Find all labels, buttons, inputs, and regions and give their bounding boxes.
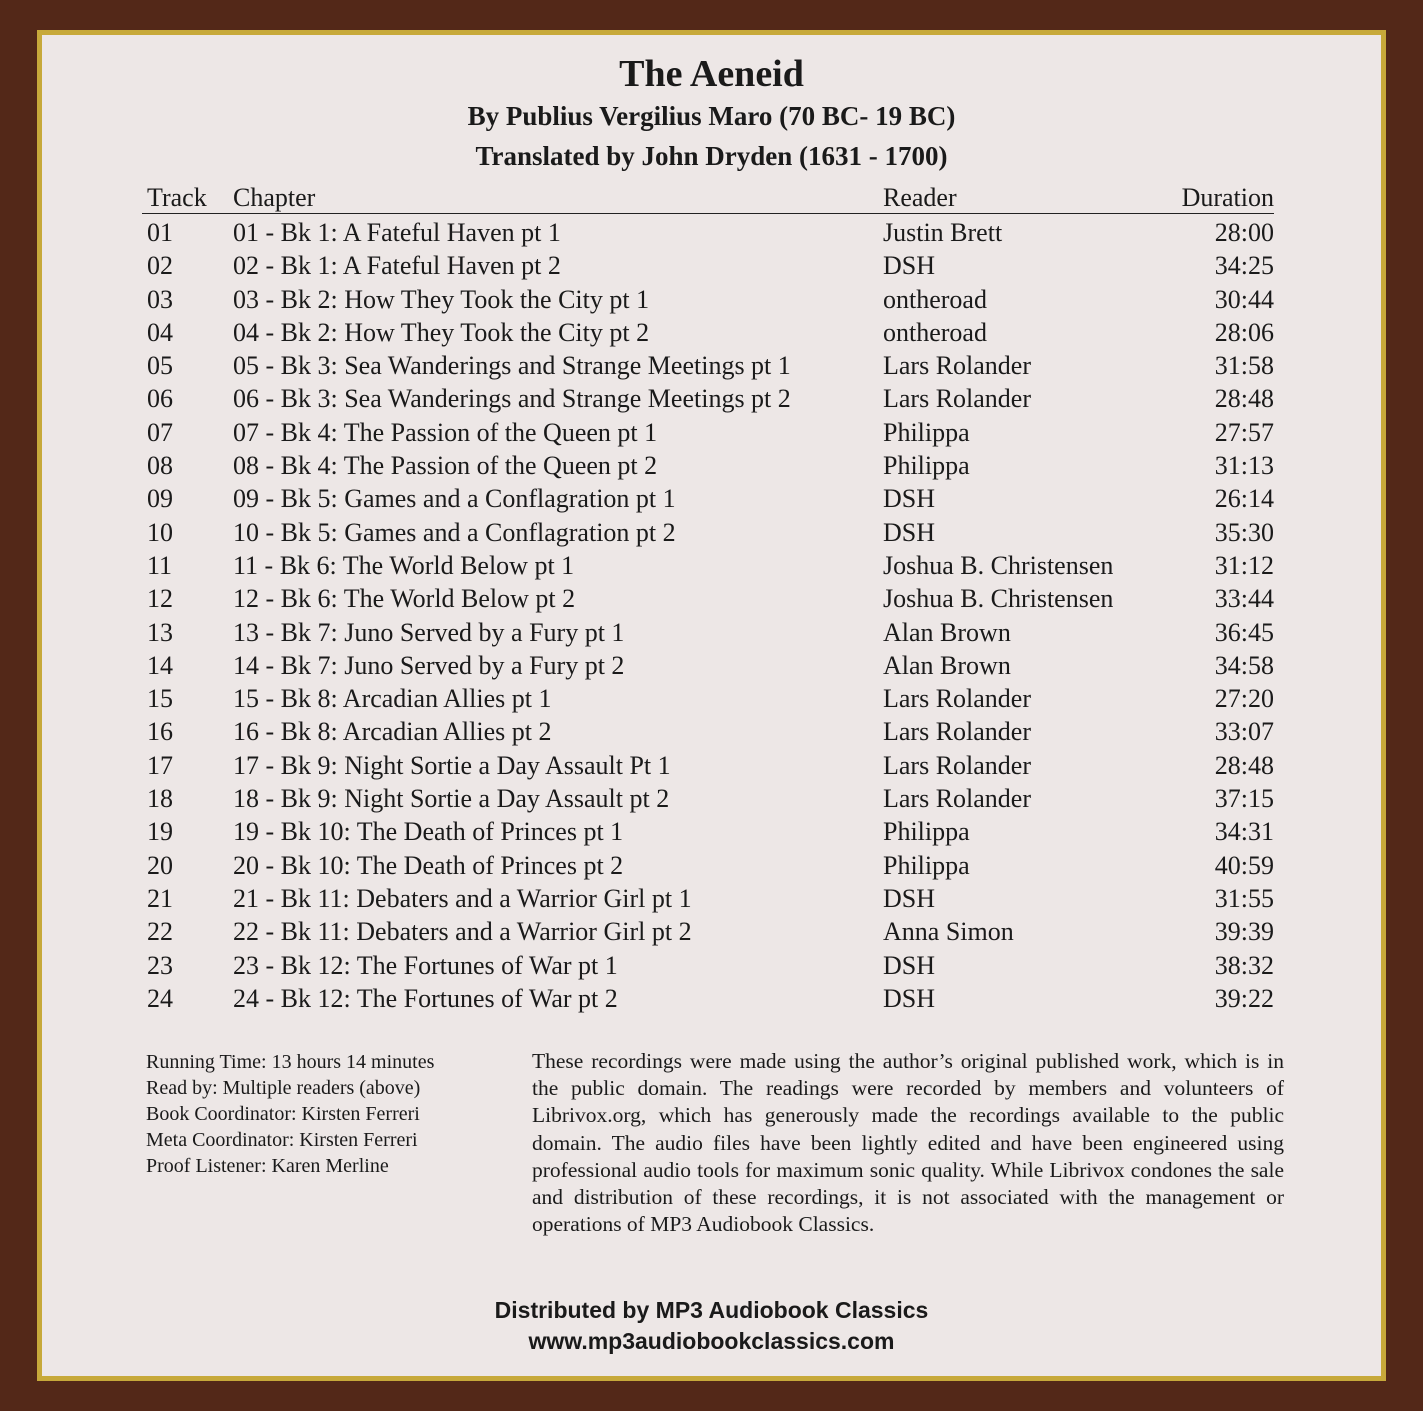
- chapter-title: 04 - Bk 2: How They Took the City pt 2: [233, 317, 650, 347]
- duration-value: 31:58: [1214, 351, 1274, 381]
- track-table: [142, 183, 1274, 1013]
- reader-name: Anna Simon: [883, 917, 1014, 947]
- duration-value: 27:57: [1214, 417, 1274, 447]
- table-row: [142, 281, 1274, 314]
- table-row: [142, 913, 1274, 946]
- reader-name: Lars Rolander: [883, 351, 1032, 381]
- chapter-title: 05 - Bk 3: Sea Wanderings and Strange Meetings pt 1: [233, 351, 791, 381]
- chapter-title: 23 - Bk 12: The Fortunes of War pt 1: [233, 950, 618, 980]
- duration-value: 40:59: [1214, 850, 1274, 880]
- website-link[interactable]: www.mp3audiobookclassics.com: [528, 1328, 895, 1354]
- track-number: 11: [147, 550, 173, 580]
- duration-value: 31:12: [1214, 550, 1274, 580]
- duration-value: 28:48: [1214, 750, 1274, 780]
- reader-name: Justin Brett: [883, 218, 1003, 247]
- reader-name: Lars Rolander: [883, 784, 1032, 814]
- credit-book-coordinator: Book Coordinator: Kirsten Ferreri: [146, 1103, 420, 1125]
- table-row: [142, 347, 1274, 380]
- reader-name: Joshua B. Christensen: [883, 550, 1114, 580]
- book-title: The Aeneid: [619, 53, 804, 95]
- track-number: 02: [147, 251, 173, 281]
- table-row: [142, 580, 1274, 613]
- chapter-title: 01 - Bk 1: A Fateful Haven pt 1: [233, 218, 561, 247]
- table-row: [142, 614, 1274, 647]
- reader-name: DSH: [883, 950, 936, 980]
- duration-value: 31:13: [1214, 451, 1274, 481]
- duration-value: 36:45: [1214, 617, 1274, 647]
- reader-name: Philippa: [883, 817, 970, 847]
- track-number: 09: [147, 484, 173, 514]
- reader-name: DSH: [883, 251, 936, 281]
- translator-line: Translated by John Dryden (1631 - 1700): [475, 141, 948, 171]
- chapter-title: 19 - Bk 10: The Death of Princes pt 1: [233, 817, 624, 847]
- duration-value: 34:58: [1214, 650, 1274, 680]
- reader-name: Alan Brown: [883, 617, 1011, 647]
- credit-read-by: Read by: Multiple readers (above): [146, 1077, 421, 1099]
- duration-value: 26:14: [1214, 484, 1274, 514]
- track-number: 22: [147, 917, 173, 947]
- chapter-title: 07 - Bk 4: The Passion of the Queen pt 1: [233, 417, 658, 447]
- reader-name: Philippa: [883, 451, 970, 481]
- table-row: [142, 247, 1274, 280]
- column-header-chapter: Chapter: [233, 183, 316, 212]
- reader-name: Lars Rolander: [883, 750, 1032, 780]
- credits-block: [146, 1049, 506, 1179]
- track-number: 06: [147, 384, 173, 414]
- column-header-reader: Reader: [883, 183, 957, 212]
- table-row: [142, 647, 1274, 680]
- chapter-title: 02 - Bk 1: A Fateful Haven pt 2: [233, 251, 561, 281]
- track-number: 10: [147, 517, 173, 547]
- table-row: [142, 713, 1274, 746]
- table-row: [142, 680, 1274, 713]
- duration-value: 30:44: [1214, 284, 1274, 314]
- chapter-title: 08 - Bk 4: The Passion of the Queen pt 2: [233, 451, 658, 481]
- chapter-title: 24 - Bk 12: The Fortunes of War pt 2: [233, 983, 618, 1013]
- duration-value: 34:31: [1214, 817, 1274, 847]
- duration-value: 33:44: [1214, 584, 1274, 614]
- table-row: [142, 880, 1274, 913]
- track-number: 07: [147, 417, 173, 447]
- reader-name: Philippa: [883, 850, 970, 880]
- duration-value: 37:15: [1214, 784, 1274, 814]
- column-header-duration: Duration: [1181, 183, 1274, 212]
- reader-name: DSH: [883, 883, 936, 913]
- chapter-title: 14 - Bk 7: Juno Served by a Fury pt 2: [233, 650, 625, 680]
- credit-proof-listener: Proof Listener: Karen Merline: [146, 1155, 389, 1177]
- chapter-title: 20 - Bk 10: The Death of Princes pt 2: [233, 850, 624, 880]
- duration-value: 39:22: [1214, 983, 1274, 1013]
- track-number: 03: [147, 284, 173, 314]
- distributor-line: Distributed by MP3 Audiobook Classics: [494, 1297, 929, 1323]
- credit-meta-coordinator: Meta Coordinator: Kirsten Ferreri: [146, 1129, 418, 1151]
- reader-name: ontheroad: [883, 317, 987, 347]
- reader-name: Lars Rolander: [883, 684, 1032, 714]
- reader-name: DSH: [883, 484, 936, 514]
- chapter-title: 06 - Bk 3: Sea Wanderings and Strange Meetings pt 2: [233, 384, 791, 414]
- table-row: [142, 514, 1274, 547]
- duration-value: 27:20: [1214, 684, 1274, 714]
- table-row: [142, 780, 1274, 813]
- table-row: [142, 980, 1274, 1013]
- reader-name: Lars Rolander: [883, 717, 1032, 747]
- duration-value: 28:06: [1214, 317, 1274, 347]
- table-row: [142, 947, 1274, 980]
- track-number: 19: [147, 817, 173, 847]
- chapter-title: 16 - Bk 8: Arcadian Allies pt 2: [233, 717, 552, 747]
- table-row: [142, 380, 1274, 413]
- track-number: 21: [147, 883, 173, 913]
- duration-value: 38:32: [1214, 950, 1274, 980]
- duration-value: 34:25: [1214, 251, 1274, 281]
- chapter-title: 18 - Bk 9: Night Sortie a Day Assault pt 2: [233, 784, 670, 814]
- track-number: 04: [147, 317, 173, 347]
- table-row: [142, 547, 1274, 580]
- table-row: [142, 480, 1274, 513]
- table-row: [142, 447, 1274, 480]
- reader-name: Joshua B. Christensen: [883, 584, 1114, 614]
- author-line: By Publius Vergilius Maro (70 BC- 19 BC): [467, 101, 956, 131]
- chapter-title: 17 - Bk 9: Night Sortie a Day Assault Pt 1: [233, 750, 671, 780]
- cover-panel: [37, 30, 1386, 1381]
- table-row: [142, 314, 1274, 347]
- track-number: 01: [147, 218, 173, 247]
- reader-name: ontheroad: [883, 284, 987, 314]
- track-number: 15: [147, 684, 173, 714]
- track-number: 20: [147, 850, 173, 880]
- duration-value: 35:30: [1214, 517, 1274, 547]
- track-number: 12: [147, 584, 173, 614]
- table-header: [142, 183, 1274, 214]
- chapter-title: 12 - Bk 6: The World Below pt 2: [233, 584, 576, 614]
- chapter-title: 13 - Bk 7: Juno Served by a Fury pt 1: [233, 617, 625, 647]
- column-header-track: Track: [147, 183, 207, 212]
- chapter-title: 11 - Bk 6: The World Below pt 1: [233, 550, 575, 580]
- public-domain-notice: These recordings were made using the author’s original published work, which is in the public domain. The readings were recorded by members and volunteers of Librivox.org, which has generously made the recordings available to the public domain. The audio files have been lightly edited and have been engineered using professional audio tools for maximum sonic quality. While Librivox condones the sale and distribution of these recordings, it is not associated with the management or operations of MP3 Audiobook Classics.: [532, 1049, 1284, 1237]
- chapter-title: 15 - Bk 8: Arcadian Allies pt 1: [233, 684, 552, 714]
- chapter-title: 09 - Bk 5: Games and a Conflagration pt 1: [233, 484, 676, 514]
- chapter-title: 10 - Bk 5: Games and a Conflagration pt 2: [233, 517, 676, 547]
- track-number: 14: [147, 650, 173, 680]
- track-number: 24: [147, 983, 173, 1013]
- reader-name: Philippa: [883, 417, 970, 447]
- reader-name: DSH: [883, 517, 936, 547]
- chapter-title: 03 - Bk 2: How They Took the City pt 1: [233, 284, 650, 314]
- duration-value: 39:39: [1214, 917, 1274, 947]
- track-number: 08: [147, 451, 173, 481]
- duration-value: 28:00: [1214, 218, 1274, 247]
- chapter-title: 22 - Bk 11: Debaters and a Warrior Girl pt 2: [233, 917, 692, 947]
- reader-name: Alan Brown: [883, 650, 1011, 680]
- duration-value: 28:48: [1214, 384, 1274, 414]
- table-row: [142, 813, 1274, 846]
- reader-name: Lars Rolander: [883, 384, 1032, 414]
- table-row: [142, 414, 1274, 447]
- track-number: 18: [147, 784, 173, 814]
- reader-name: DSH: [883, 983, 936, 1013]
- table-row: [142, 214, 1274, 247]
- track-number: 17: [147, 750, 173, 780]
- track-number: 23: [147, 950, 173, 980]
- table-row: [142, 847, 1274, 880]
- track-number: 05: [147, 351, 173, 381]
- duration-value: 31:55: [1214, 883, 1274, 913]
- table-body: [142, 214, 1274, 1013]
- track-number: 16: [147, 717, 173, 747]
- chapter-title: 21 - Bk 11: Debaters and a Warrior Girl pt 1: [233, 883, 692, 913]
- table-row: [142, 747, 1274, 780]
- credit-running-time: Running Time: 13 hours 14 minutes: [146, 1051, 435, 1073]
- track-number: 13: [147, 617, 173, 647]
- duration-value: 33:07: [1214, 717, 1274, 747]
